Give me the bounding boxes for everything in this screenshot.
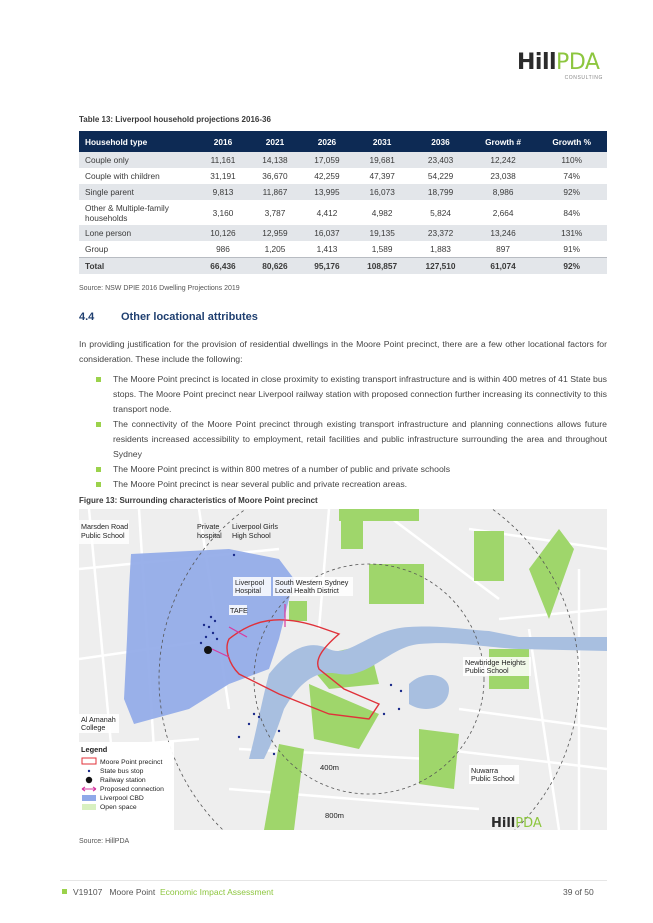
label-tafe: TAFE bbox=[230, 606, 248, 615]
table-cell: Single parent bbox=[79, 184, 197, 200]
table-cell: Lone person bbox=[79, 225, 197, 241]
table-cell: 42,259 bbox=[314, 171, 340, 181]
table-cell: Group bbox=[85, 244, 109, 254]
label-al-amanah: Al Amanah College bbox=[81, 715, 116, 732]
table-source: Source: NSW DPIE 2016 Dwelling Projections 2019 bbox=[79, 285, 240, 292]
label-liverpool-girls: Liverpool Girls High School bbox=[232, 522, 278, 540]
logo-pda-text: PDA bbox=[556, 50, 600, 75]
col-header: 2016 bbox=[197, 131, 249, 152]
footer-square-icon bbox=[62, 889, 67, 894]
legend-item: Open space bbox=[100, 804, 137, 811]
label-liverpool-hospital: Liverpool Hospital bbox=[235, 578, 265, 595]
section-number: 4.4 bbox=[79, 311, 95, 323]
bullet-square-icon bbox=[96, 467, 101, 472]
table-cell: 17,059 bbox=[301, 152, 353, 168]
table-cell: 986 bbox=[216, 244, 230, 254]
table-cell: 4,412 bbox=[316, 207, 338, 218]
legend-open-space-swatch bbox=[82, 804, 96, 810]
table-cell: 61,074 bbox=[470, 258, 537, 275]
table-cell: 11,161 bbox=[197, 152, 249, 168]
footer-code: V19107 bbox=[73, 887, 103, 897]
footer-left bbox=[62, 887, 273, 897]
col-header: 2036 bbox=[411, 131, 469, 152]
table-cell: 92% bbox=[536, 184, 607, 200]
bullet-square-icon bbox=[96, 482, 101, 487]
legend-bus-icon bbox=[88, 770, 90, 772]
table-row bbox=[79, 225, 607, 241]
col-header: 2021 bbox=[249, 131, 301, 152]
legend-item: State bus stop bbox=[100, 768, 144, 775]
hillpda-logo bbox=[517, 50, 607, 84]
table-cell: 3,160 bbox=[212, 207, 234, 218]
table-cell: 91% bbox=[563, 244, 581, 254]
legend-item: Moore Point precinct bbox=[100, 759, 163, 766]
railway-station-marker bbox=[204, 646, 212, 654]
table-cell: 131% bbox=[536, 225, 607, 241]
table-cell: 3,787 bbox=[264, 207, 286, 218]
label-newbridge: Newbridge Heights Public School bbox=[465, 658, 526, 675]
table-cell: 16,073 bbox=[353, 184, 411, 200]
table-cell: 31,191 bbox=[210, 171, 236, 181]
table-cell: 9,813 bbox=[197, 184, 249, 200]
table-cell: 10,126 bbox=[197, 225, 249, 241]
footer-divider bbox=[60, 880, 607, 881]
label-400m: 400m bbox=[320, 763, 339, 772]
table-cell: 1,883 bbox=[430, 244, 451, 254]
bullet-square-icon bbox=[96, 422, 101, 427]
table-cell: 1,589 bbox=[371, 244, 393, 254]
label-marsden: Marsden Road Public School bbox=[81, 522, 129, 540]
table-cell: 11,867 bbox=[249, 184, 301, 200]
section-heading bbox=[79, 311, 258, 323]
table-cell: 23,372 bbox=[411, 225, 469, 241]
label-private-hospital: Private hospital bbox=[197, 522, 222, 540]
legend-cbd-swatch bbox=[82, 795, 96, 801]
map-hillpda-logo bbox=[491, 816, 542, 830]
list-item-text: The Moore Point precinct is within 800 metres of a number of public and private schools bbox=[113, 464, 451, 474]
figure-caption: Figure 13: Surrounding characteristics of Moore Point precinct bbox=[79, 496, 318, 505]
col-header: Household type bbox=[79, 131, 197, 152]
table-cell: 14,138 bbox=[249, 152, 301, 168]
household-projections-table bbox=[79, 131, 607, 274]
table-cell: 36,670 bbox=[262, 171, 288, 181]
svg-text:HillPDA: HillPDA bbox=[491, 816, 542, 830]
table-caption: Table 13: Liverpool household projections 2016-36 bbox=[79, 115, 271, 124]
table-row bbox=[79, 168, 607, 184]
table-cell: Total bbox=[79, 258, 197, 275]
table-cell: 2,664 bbox=[492, 207, 514, 218]
col-header: Growth # bbox=[470, 131, 537, 152]
section-intro: In providing justification for the provision of residential dwellings in the Moore Point precinct, there are a few other locational factors for consideration. These include the following: bbox=[79, 339, 607, 364]
table-cell: 54,229 bbox=[427, 171, 454, 181]
table-header-row bbox=[79, 131, 607, 152]
table-cell: 95,176 bbox=[301, 258, 353, 275]
table-cell: 13,995 bbox=[301, 184, 353, 200]
table-cell: Other & Multiple-family households bbox=[85, 202, 169, 223]
table-cell: 4,982 bbox=[371, 207, 393, 218]
label-swslhd: South Western Sydney Local Health District bbox=[275, 578, 349, 595]
label-nuwarra: Nuwarra Public School bbox=[471, 766, 515, 783]
col-header: 2026 bbox=[301, 131, 353, 152]
footer-project: Moore Point bbox=[109, 887, 156, 897]
table-cell: 127,510 bbox=[411, 258, 469, 275]
table-cell: 80,626 bbox=[249, 258, 301, 275]
table-row bbox=[79, 184, 607, 200]
col-header: Growth % bbox=[536, 131, 607, 152]
bullet-list bbox=[96, 372, 607, 492]
list-item bbox=[96, 477, 607, 492]
table-cell: 23,403 bbox=[411, 152, 469, 168]
table-cell: 12,959 bbox=[249, 225, 301, 241]
table-cell: 66,436 bbox=[197, 258, 249, 275]
table-cell: 1,205 bbox=[264, 244, 286, 254]
logo-hill-text: Hill bbox=[517, 50, 557, 75]
label-800m: 800m bbox=[325, 811, 344, 820]
legend-item: Railway station bbox=[100, 777, 146, 784]
list-item bbox=[96, 417, 607, 462]
footer-page-number: 39 of 50 bbox=[563, 887, 594, 897]
table-cell: 47,397 bbox=[369, 171, 395, 181]
figure-source: Source: HillPDA bbox=[79, 838, 130, 845]
table-cell: 19,681 bbox=[353, 152, 411, 168]
table-cell: 110% bbox=[536, 152, 607, 168]
table-cell: Couple with children bbox=[85, 171, 160, 181]
table-cell: 108,857 bbox=[353, 258, 411, 275]
list-item-text: The Moore Point precinct is near several public and private recreation areas. bbox=[113, 479, 408, 489]
table-row bbox=[79, 200, 607, 225]
table-cell: 5,824 bbox=[430, 207, 451, 218]
table-cell: 12,242 bbox=[470, 152, 537, 168]
table-total-row bbox=[79, 258, 607, 275]
footer-report: Economic Impact Assessment bbox=[159, 887, 274, 897]
table-row bbox=[79, 241, 607, 258]
table-cell: 16,037 bbox=[301, 225, 353, 241]
logo-sub-text: CONSULTING bbox=[564, 75, 603, 81]
bullet-square-icon bbox=[96, 377, 101, 382]
list-item-text: The connectivity of the Moore Point precinct through existing transport infrastructure and planning connections allows future residents increased accessibility to employment, retail facilities and public infrastructure surrounding the area and throughout Sydney bbox=[113, 419, 607, 459]
list-item bbox=[96, 462, 607, 477]
table-cell: 74% bbox=[563, 171, 581, 181]
table-cell: 19,135 bbox=[353, 225, 411, 241]
table-cell: 897 bbox=[496, 244, 510, 254]
section-title: Other locational attributes bbox=[121, 311, 258, 323]
table-cell: Couple only bbox=[79, 152, 197, 168]
legend-item: Liverpool CBD bbox=[100, 795, 144, 802]
list-item-text: The Moore Point precinct is located in close proximity to existing transport infrastructure and is within 400 metres of 41 State bus stops. The Moore Point precinct near Liverpool railway station with proposed connection further increasing its connectivity to this transport node. bbox=[113, 374, 607, 414]
map-legend bbox=[79, 742, 174, 830]
table-cell: 92% bbox=[536, 258, 607, 275]
table-cell: 1,413 bbox=[316, 244, 338, 254]
table-cell: 23,038 bbox=[490, 171, 516, 181]
list-item bbox=[96, 372, 607, 417]
col-header: 2031 bbox=[353, 131, 411, 152]
table-cell: 84% bbox=[563, 207, 581, 218]
table-cell: 13,246 bbox=[470, 225, 537, 241]
legend-title: Legend bbox=[81, 745, 108, 754]
table-cell: 18,799 bbox=[411, 184, 469, 200]
legend-station-icon bbox=[86, 777, 92, 783]
table-cell: 8,986 bbox=[470, 184, 537, 200]
precinct-map bbox=[79, 509, 607, 830]
table-row bbox=[79, 152, 607, 168]
legend-item: Proposed connection bbox=[100, 786, 164, 793]
